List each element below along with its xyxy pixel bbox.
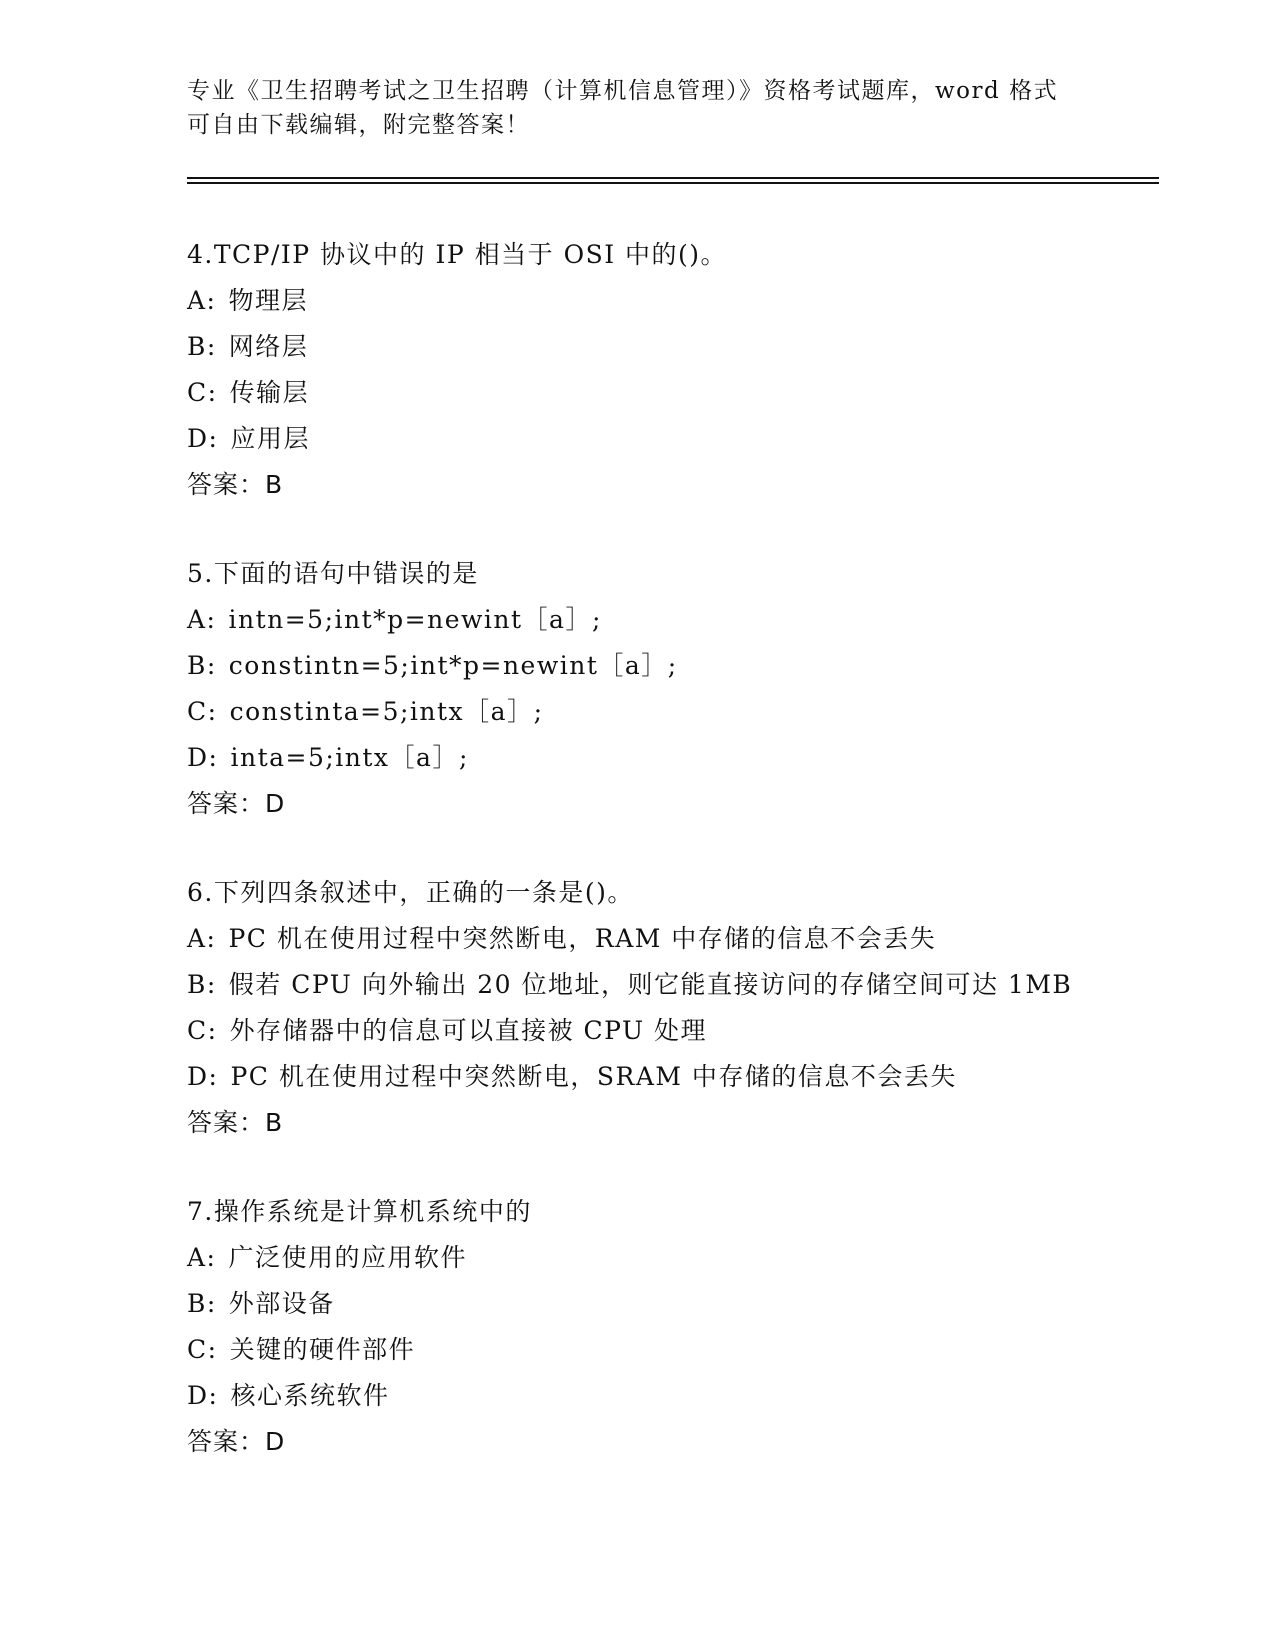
option-letter: C: xyxy=(187,1335,218,1364)
option-letter: D: xyxy=(187,1381,219,1410)
option-c xyxy=(187,370,1147,416)
option-letter: A: xyxy=(187,605,217,634)
header-divider-bottom xyxy=(187,182,1159,184)
answer-line: 答案：B xyxy=(187,1108,284,1137)
option-b xyxy=(187,643,1147,689)
option-b xyxy=(187,962,1147,1008)
option-b xyxy=(187,1281,1147,1327)
option-text: 假若 CPU 向外输出 20 位地址，则它能直接访问的存储空间可达 1MB xyxy=(228,970,1073,999)
option-letter: D: xyxy=(187,743,219,772)
header-line-2: 可自由下载编辑，附完整答案！ xyxy=(187,112,530,138)
question-stem: 4.TCP/IP 协议中的 IP 相当于 OSI 中的()。 xyxy=(187,240,728,269)
option-d xyxy=(187,416,1147,462)
question-stem: 6.下列四条叙述中，正确的一条是()。 xyxy=(187,878,634,907)
question-stem: 7.操作系统是计算机系统中的 xyxy=(187,1197,532,1226)
option-letter: C: xyxy=(187,1016,218,1045)
question-4 xyxy=(187,232,1147,508)
option-c xyxy=(187,689,1147,735)
option-text: constintn=5;int*p=newint［a］; xyxy=(228,651,678,680)
option-letter: B: xyxy=(187,332,217,361)
question-stem: 5.下面的语句中错误的是 xyxy=(187,559,479,588)
question-7 xyxy=(187,1189,1147,1465)
answer-line: 答案：D xyxy=(187,1427,286,1456)
option-d xyxy=(187,735,1147,781)
option-letter: B: xyxy=(187,970,217,999)
option-d xyxy=(187,1054,1147,1100)
option-a xyxy=(187,1235,1147,1281)
option-letter: D: xyxy=(187,424,219,453)
option-text: 关键的硬件部件 xyxy=(229,1335,416,1364)
option-text: intn=5;int*p=newint［a］; xyxy=(228,605,602,634)
option-text: 物理层 xyxy=(228,286,308,315)
option-text: inta=5;intx［a］; xyxy=(230,743,469,772)
option-letter: D: xyxy=(187,1062,219,1091)
answer-line: 答案：B xyxy=(187,470,284,499)
option-a xyxy=(187,278,1147,324)
option-a xyxy=(187,597,1147,643)
option-text: 核心系统软件 xyxy=(230,1381,390,1410)
option-letter: B: xyxy=(187,1289,217,1318)
option-text: PC 机在使用过程中突然断电，SRAM 中存储的信息不会丢失 xyxy=(230,1062,957,1091)
option-letter: C: xyxy=(187,378,218,407)
option-text: constinta=5;intx［a］; xyxy=(229,697,544,726)
header-divider-top xyxy=(187,177,1159,179)
option-text: PC 机在使用过程中突然断电，RAM 中存储的信息不会丢失 xyxy=(228,924,937,953)
option-text: 外存储器中的信息可以直接被 CPU 处理 xyxy=(229,1016,708,1045)
option-letter: A: xyxy=(187,286,217,315)
option-letter: B: xyxy=(187,651,217,680)
question-6 xyxy=(187,870,1147,1146)
header-line-1: 专业《卫生招聘考试之卫生招聘（计算机信息管理）》资格考试题库，word 格式 xyxy=(187,78,1059,104)
option-letter: C: xyxy=(187,697,218,726)
option-text: 广泛使用的应用软件 xyxy=(228,1243,467,1272)
question-5 xyxy=(187,551,1147,827)
option-b xyxy=(187,324,1147,370)
option-text: 传输层 xyxy=(229,378,310,407)
option-text: 外部设备 xyxy=(228,1289,335,1318)
answer-line: 答案：D xyxy=(187,789,286,818)
option-text: 网络层 xyxy=(228,332,309,361)
option-c xyxy=(187,1327,1147,1373)
document-header xyxy=(187,74,1087,142)
option-letter: A: xyxy=(187,1243,217,1272)
option-letter: A: xyxy=(187,924,217,953)
option-c xyxy=(187,1008,1147,1054)
option-d xyxy=(187,1373,1147,1419)
option-a xyxy=(187,916,1147,962)
option-text: 应用层 xyxy=(230,424,310,453)
